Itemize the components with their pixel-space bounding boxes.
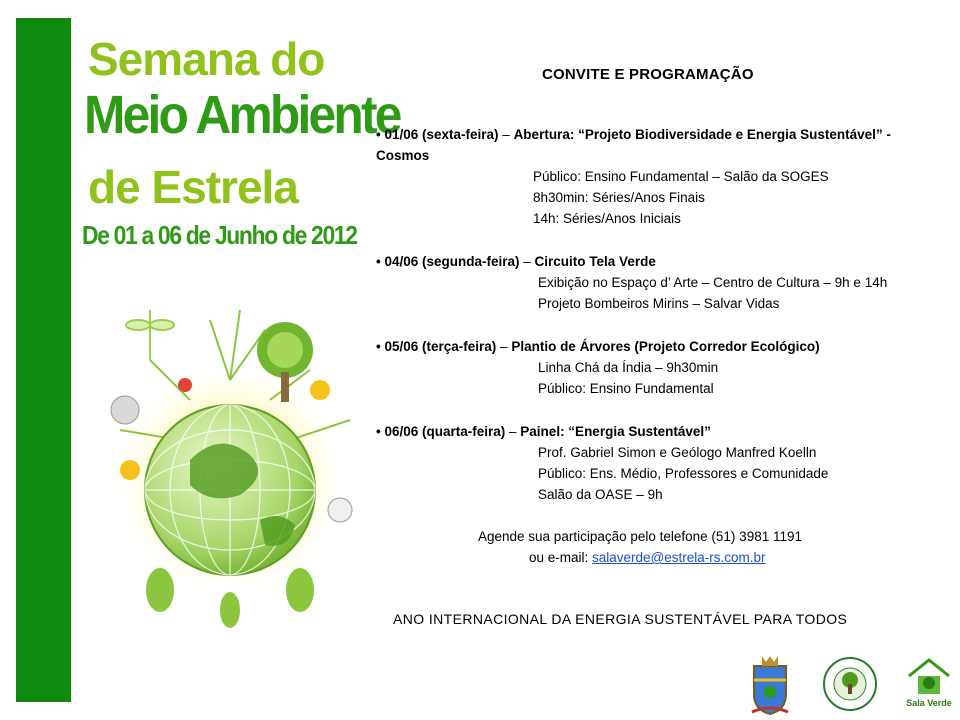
event-title: Abertura: “Projeto Biodiversidade e Energia Sustentável” - Cosmos xyxy=(376,127,891,163)
event-1-detail-1: Público: Ensino Fundamental – Salão da SOGES xyxy=(533,169,829,184)
event-date: • 05/06 (terça-feira) xyxy=(376,339,497,354)
event-4-detail-2: Público: Ens. Médio, Professores e Comunidade xyxy=(538,466,829,481)
footer-slogan: ANO INTERNACIONAL DA ENERGIA SUSTENTÁVEL PARA TODOS xyxy=(393,611,848,627)
event-date: • 01/06 (sexta-feira) xyxy=(376,127,499,142)
title-line-3: de Estrela xyxy=(88,161,298,213)
title-dates: De 01 a 06 de Junho de 2012 xyxy=(82,220,357,250)
event-3-detail-2: Público: Ensino Fundamental xyxy=(538,381,714,396)
event-title: Plantio de Árvores (Projeto Corredor Ecológico) xyxy=(511,339,820,354)
event-date: • 04/06 (segunda-feira) xyxy=(376,254,520,269)
earth-globe-illustration xyxy=(90,290,370,640)
side-green-bar xyxy=(16,18,71,702)
contact-phone: Agende sua participação pelo telefone (51) 3981 1191 xyxy=(478,529,802,544)
event-title: Circuito Tela Verde xyxy=(534,254,656,269)
invitation-heading: CONVITE E PROGRAMAÇÃO xyxy=(542,66,754,83)
event-1 xyxy=(376,124,896,166)
environment-secretariat-seal-icon xyxy=(822,654,878,714)
municipal-coat-of-arms-icon xyxy=(748,652,792,716)
event-4-detail-1: Prof. Gabriel Simon e Geólogo Manfred Koelln xyxy=(538,445,817,460)
sala-verde-logo-icon xyxy=(904,654,954,718)
event-dash: – xyxy=(519,254,535,269)
title-line-1: Semana do xyxy=(88,33,325,85)
event-2 xyxy=(376,251,656,272)
sala-verde-text: Sala Verde xyxy=(906,698,952,708)
event-dash: – xyxy=(496,339,512,354)
email-link[interactable]: salaverde@estrela-rs.com.br xyxy=(592,550,766,565)
event-2-detail-1: Exibição no Espaço d’ Arte – Centro de Cultura – 9h e 14h xyxy=(538,275,888,290)
event-dash: – xyxy=(505,424,521,439)
event-dash: – xyxy=(498,127,514,142)
event-2-detail-2: Projeto Bombeiros Mirins – Salvar Vidas xyxy=(538,296,780,311)
event-title: Painel: “Energia Sustentável” xyxy=(520,424,711,439)
event-4-detail-3: Salão da OASE – 9h xyxy=(538,487,663,502)
event-1-detail-2: 8h30min: Séries/Anos Finais xyxy=(533,190,705,205)
event-date: • 06/06 (quarta-feira) xyxy=(376,424,506,439)
event-4 xyxy=(376,421,711,442)
event-1-detail-3: 14h: Séries/Anos Iniciais xyxy=(533,211,681,226)
title-line-2: Meio Ambiente xyxy=(84,85,400,145)
event-3 xyxy=(376,336,820,357)
event-3-detail-1: Linha Chá da Índia – 9h30min xyxy=(538,360,719,375)
email-prefix: ou e-mail: xyxy=(529,550,593,565)
contact-email-line xyxy=(529,550,766,565)
